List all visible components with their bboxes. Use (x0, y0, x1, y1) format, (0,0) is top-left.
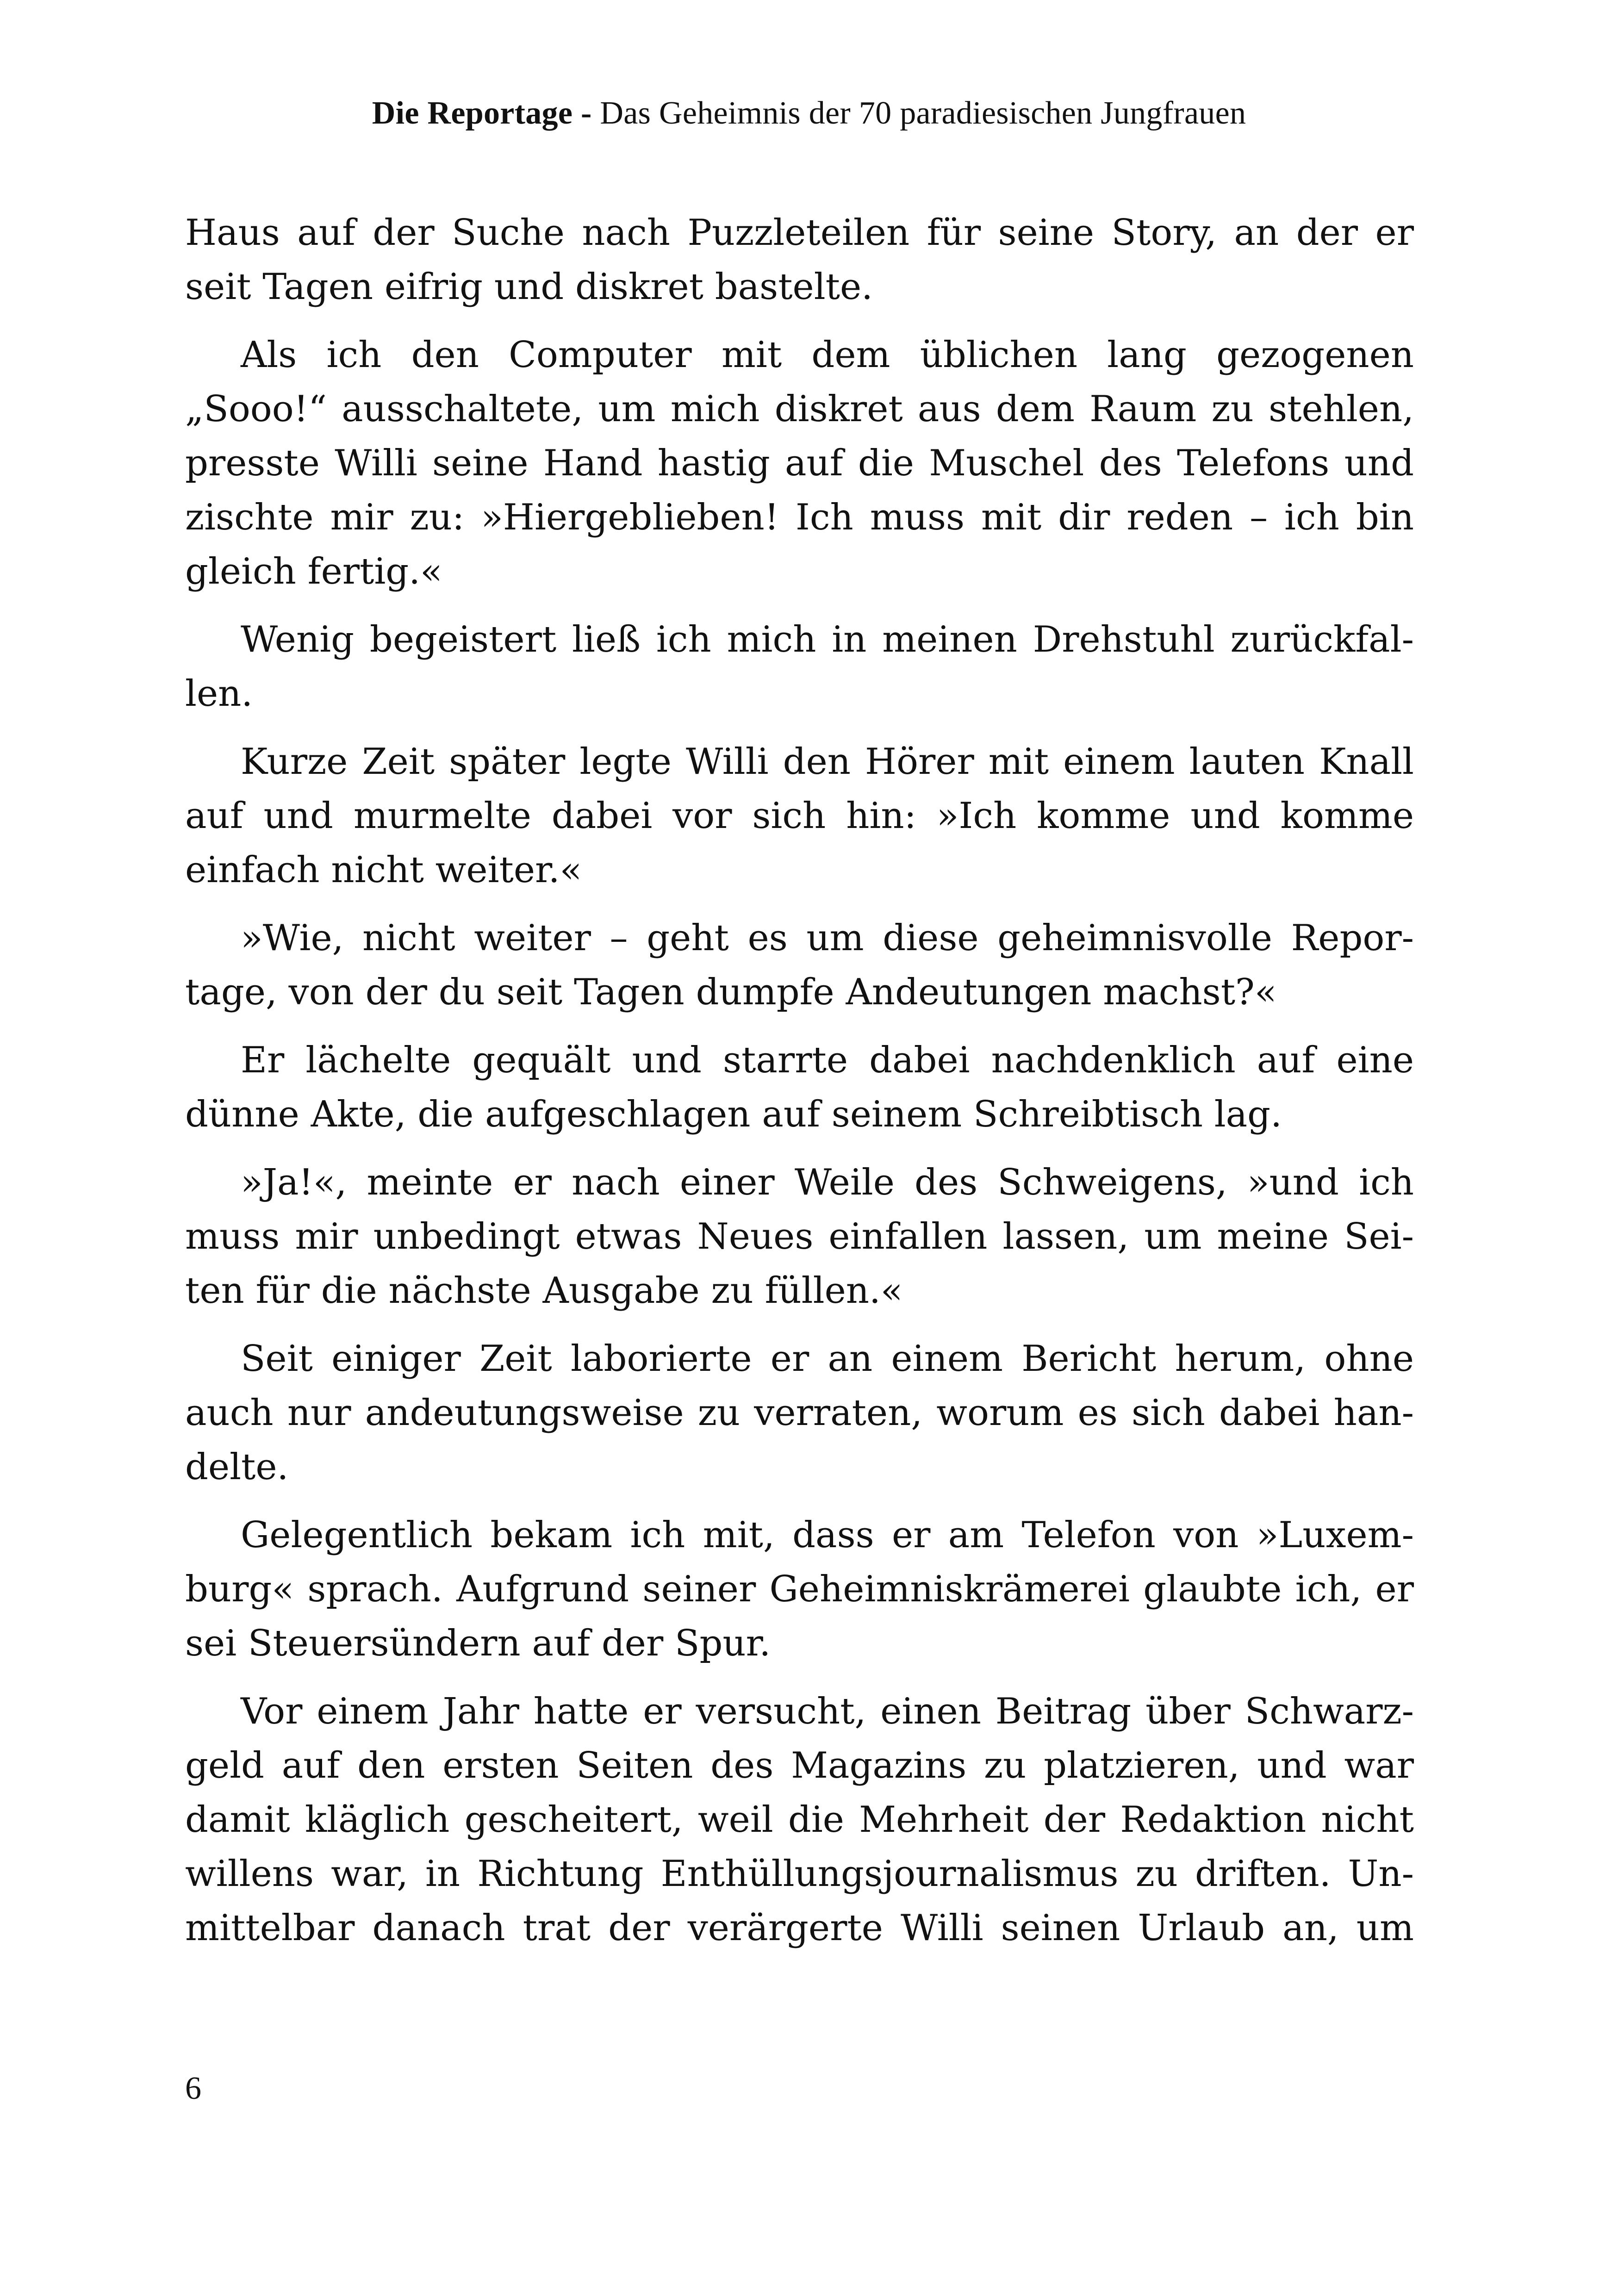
paragraph: »Wie, nicht weiter – geht es um diese geheimnisvolle Reportage, von der du seit Tagen dumpfe Andeutungen machst?« (185, 917, 1414, 1013)
paragraph: Haus auf der Suche nach Puzzleteilen für seine Story, an der er seit Tagen eifrig und diskret bastelte. (185, 212, 1414, 308)
header-separator: - (573, 95, 600, 131)
running-header (0, 97, 1618, 130)
paragraph: Als ich den Computer mit dem üblichen lang gezogenen „Sooo!“ ausschaltete, um mich diskret aus dem Raum zu stehlen, presste Willi seine Hand hastig auf die Muschel des Telefons und zischte mir zu: »Hiergeblieben! Ich muss mit dir reden – ich bin gleich fertig.« (185, 334, 1414, 592)
book-title: Die Reportage (372, 95, 573, 131)
book-subtitle: Das Geheimnis der 70 paradiesischen Jungfrauen (600, 95, 1246, 131)
paragraph: Vor einem Jahr hatte er versucht, einen Beitrag über Schwarzgeld auf den ersten Seiten des Magazins zu platzieren, und war damit kläglich gescheitert, weil die Mehrheit der Redaktion nicht willens war, in Richtung Enthüllungsjournalismus zu driften. Unmittelbar danach trat der verärgerte Willi seinen Urlaub an, um (185, 1691, 1414, 1949)
paragraph: Gelegentlich bekam ich mit, dass er am Telefon von »Luxemburg« sprach. Aufgrund seiner Geheimniskrämerei glaubte ich, er sei Steuersündern auf der Spur. (185, 1514, 1414, 1664)
paragraph: »Ja!«, meinte er nach einer Weile des Schweigens, »und ich muss mir unbedingt etwas Neues einfallen lassen, um meine Seiten für die nächste Ausgabe zu füllen.« (185, 1162, 1414, 1312)
paragraph: Er lächelte gequält und starrte dabei nachdenklich auf eine dünne Akte, die aufgeschlagen auf seinem Schreibtisch lag. (185, 1039, 1414, 1135)
page-number: 6 (185, 2071, 201, 2106)
page-body (185, 206, 1414, 1969)
paragraph: Wenig begeistert ließ ich mich in meinen Drehstuhl zurückfallen. (185, 619, 1414, 715)
paragraph: Kurze Zeit später legte Willi den Hörer mit einem lauten Knall auf und murmelte dabei vor sich hin: »Ich komme und komme einfach nicht weiter.« (185, 741, 1414, 891)
paragraph: Seit einiger Zeit laborierte er an einem Bericht herum, ohne auch nur andeutungsweise zu verraten, worum es sich dabei handelte. (185, 1338, 1414, 1488)
